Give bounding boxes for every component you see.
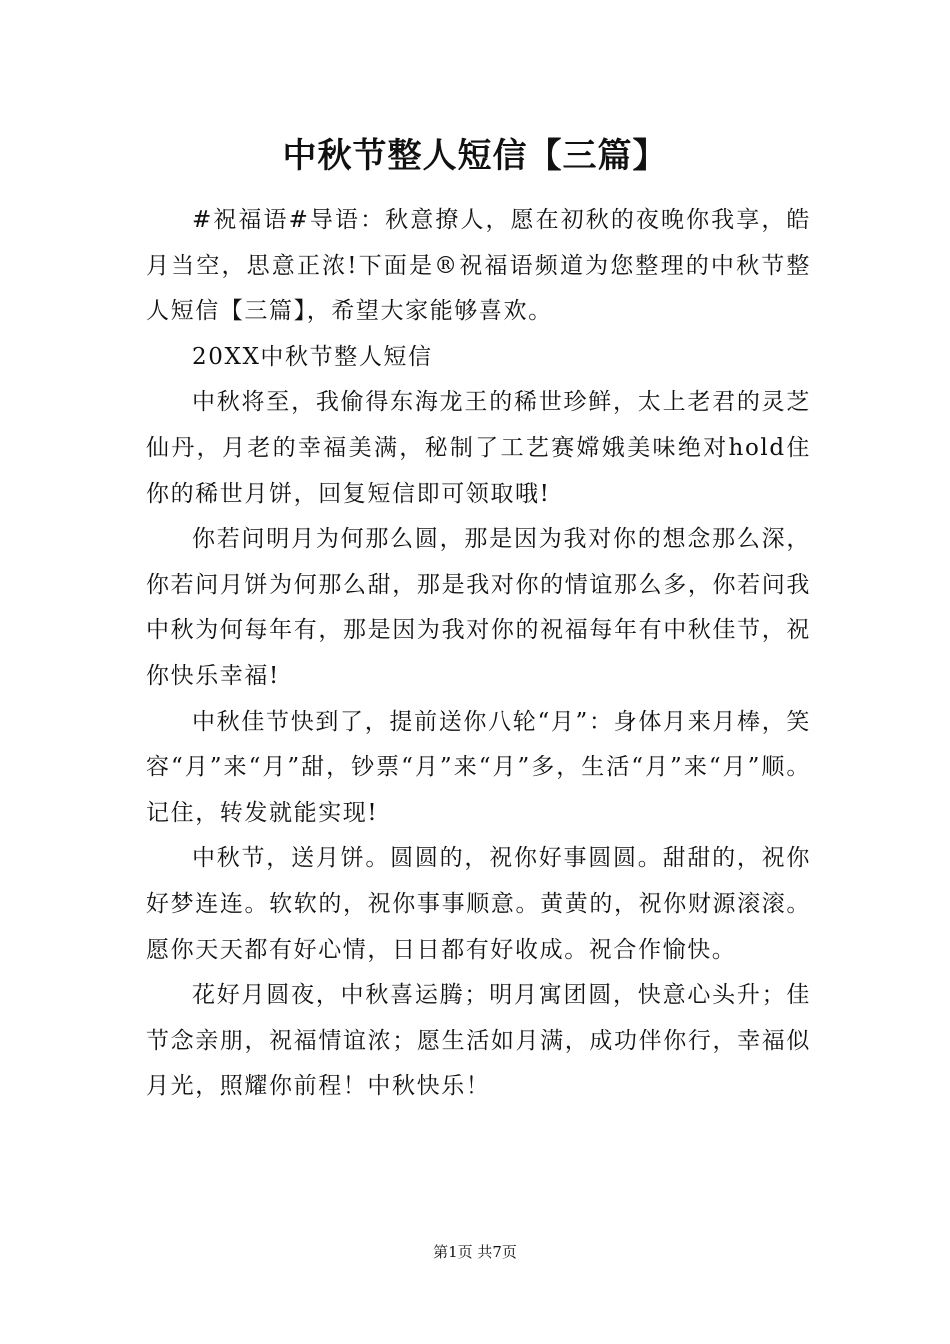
page-number-footer: 第1页 共7页 <box>433 1243 517 1261</box>
paragraph-message-1: 中秋将至，我偷得东海龙王的稀世珍鲜，太上老君的灵芝仙丹，月老的幸福美满，秘制了工艺赛嫦娥美味绝对hold住你的稀世月饼，回复短信即可领取哦! <box>146 389 811 507</box>
document-body <box>146 198 811 1110</box>
paragraph-intro: #祝福语#导语：秋意撩人，愿在初秋的夜晚你我享，皓月当空，思意正浓!下面是®祝福语频道为您整理的中秋节整人短信【三篇】，希望大家能够喜欢。 <box>146 207 811 325</box>
paragraph-message-4: 中秋节，送月饼。圆圆的，祝你好事圆圆。甜甜的，祝你好梦连连。软软的，祝你事事顺意。黄黄的，祝你财源滚滚。愿你天天都有好心情，日日都有好收成。祝合作愉快。 <box>146 845 811 963</box>
paragraph-message-2: 你若问明月为何那么圆，那是因为我对你的想念那么深，你若问月饼为何那么甜，那是我对你的情谊那么多，你若问我中秋为何每年有，那是因为我对你的祝福每年有中秋佳节，祝你快乐幸福! <box>146 526 811 689</box>
paragraph-message-5: 花好月圆夜，中秋喜运腾；明月寓团圆，快意心头升；佳节念亲朋，祝福情谊浓；愿生活如月满，成功伴你行，幸福似月光，照耀你前程！中秋快乐！ <box>146 982 811 1100</box>
paragraph-message-3: 中秋佳节快到了，提前送你八轮“月”：身体月来月棒，笑容“月”来“月”甜，钞票“月”来“月”多，生活“月”来“月”顺。记住，转发就能实现! <box>146 708 811 826</box>
section-heading: 20XX中秋节整人短信 <box>192 343 433 370</box>
page-title: 中秋节整人短信【三篇】 <box>282 136 668 176</box>
